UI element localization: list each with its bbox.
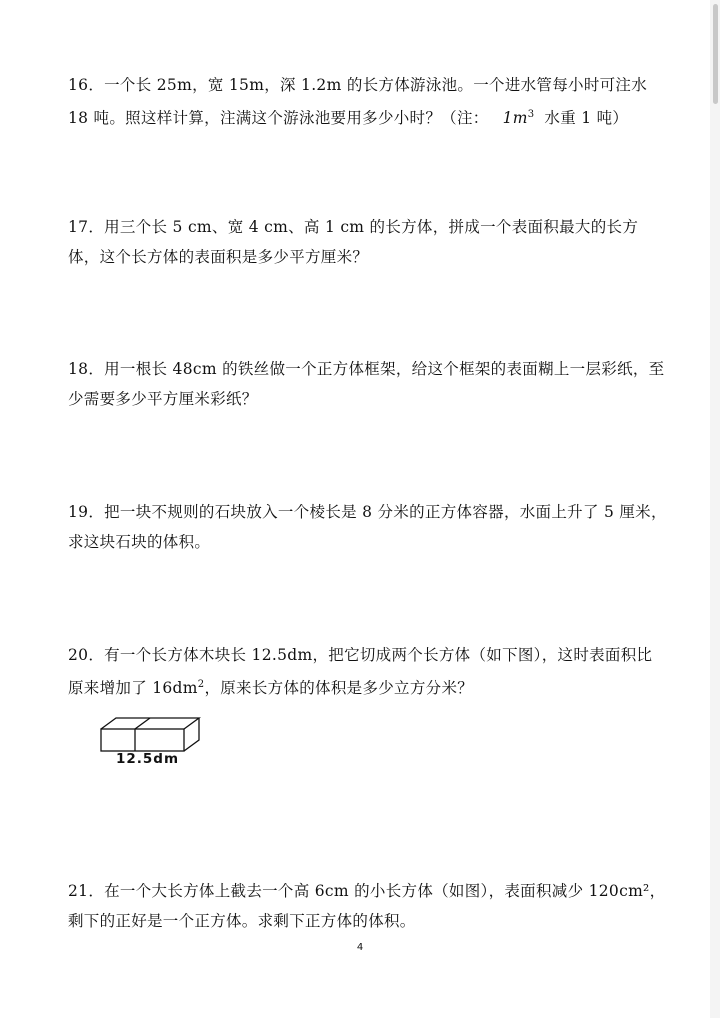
problem-16-text-part1: 一个长 25m，宽 15m，深 1.2m 的长方体游泳池。一个进水管每小时可注水 18 吨。照这样计算，注满这个游泳池要用多少小时？（注：: [68, 76, 648, 128]
problem-18-body: 用一根长 48cm 的铁丝做一个正方体框架，给这个框架的表面糊上一层彩纸，至少需要多少平方厘米彩纸？: [68, 360, 665, 408]
cuboid-figure: [98, 715, 208, 775]
math-base: 1m: [502, 109, 528, 128]
scrollbar[interactable]: [710, 0, 720, 1018]
math-exponent: 3: [527, 109, 535, 120]
figure-length-label: 12.5dm: [116, 751, 180, 767]
problem-20-text-part2: ，原来长方体的体积是多少立方分米？: [204, 679, 474, 698]
problem-17: [68, 212, 668, 272]
problem-21-text: [68, 876, 668, 936]
problem-19-text: [68, 497, 668, 557]
problem-17-body: 用三个长 5 cm、宽 4 cm、高 1 cm 的长方体，拼成一个表面积最大的长方体，这个长方体的表面积是多少平方厘米？: [68, 218, 639, 266]
problem-16-text: [68, 70, 668, 133]
problem-21-number: 21．: [68, 882, 105, 900]
problem-16-text-part2: 水重 1 吨）: [544, 109, 629, 128]
cut-line: [135, 718, 150, 751]
scroll-thumb[interactable]: [713, 4, 718, 104]
cuboid-top-face: [101, 718, 199, 729]
problem-19-body: 把一块不规则的石块放入一个棱长是 8 分米的正方体容器，水面上升了 5 厘米，求这块石块的体积。: [68, 503, 667, 551]
problem-19-number: 19．: [68, 503, 105, 521]
problem-20-exponent: 2: [197, 679, 205, 690]
problem-18: [68, 354, 668, 414]
problem-17-text: [68, 212, 668, 272]
problem-18-text: [68, 354, 668, 414]
page-number: 4: [356, 942, 364, 953]
problem-19: [68, 497, 668, 557]
problem-20-text: [68, 640, 668, 703]
problem-21-body: 在一个大长方体上截去一个高 6cm 的小长方体（如图），表面积减少 120cm²，剩下的正好是一个正方体。求剩下正方体的体积。: [68, 882, 666, 930]
unit-cubic-meter: [503, 109, 535, 127]
problem-16: [68, 70, 668, 133]
problem-17-number: 17．: [68, 218, 105, 236]
problem-21: [68, 876, 668, 936]
cuboid-drawing: [98, 715, 208, 755]
problem-20-number: 20．: [68, 646, 105, 664]
problem-20-text-part1: 有一个长方体木块长 12.5dm，把它切成两个长方体（如下图），这时表面积比原来增加了 16dm: [68, 646, 653, 698]
problem-18-number: 18．: [68, 360, 105, 378]
problem-20: [68, 640, 668, 703]
cuboid-front-face: [101, 729, 184, 751]
problem-16-number: 16．: [68, 76, 105, 94]
